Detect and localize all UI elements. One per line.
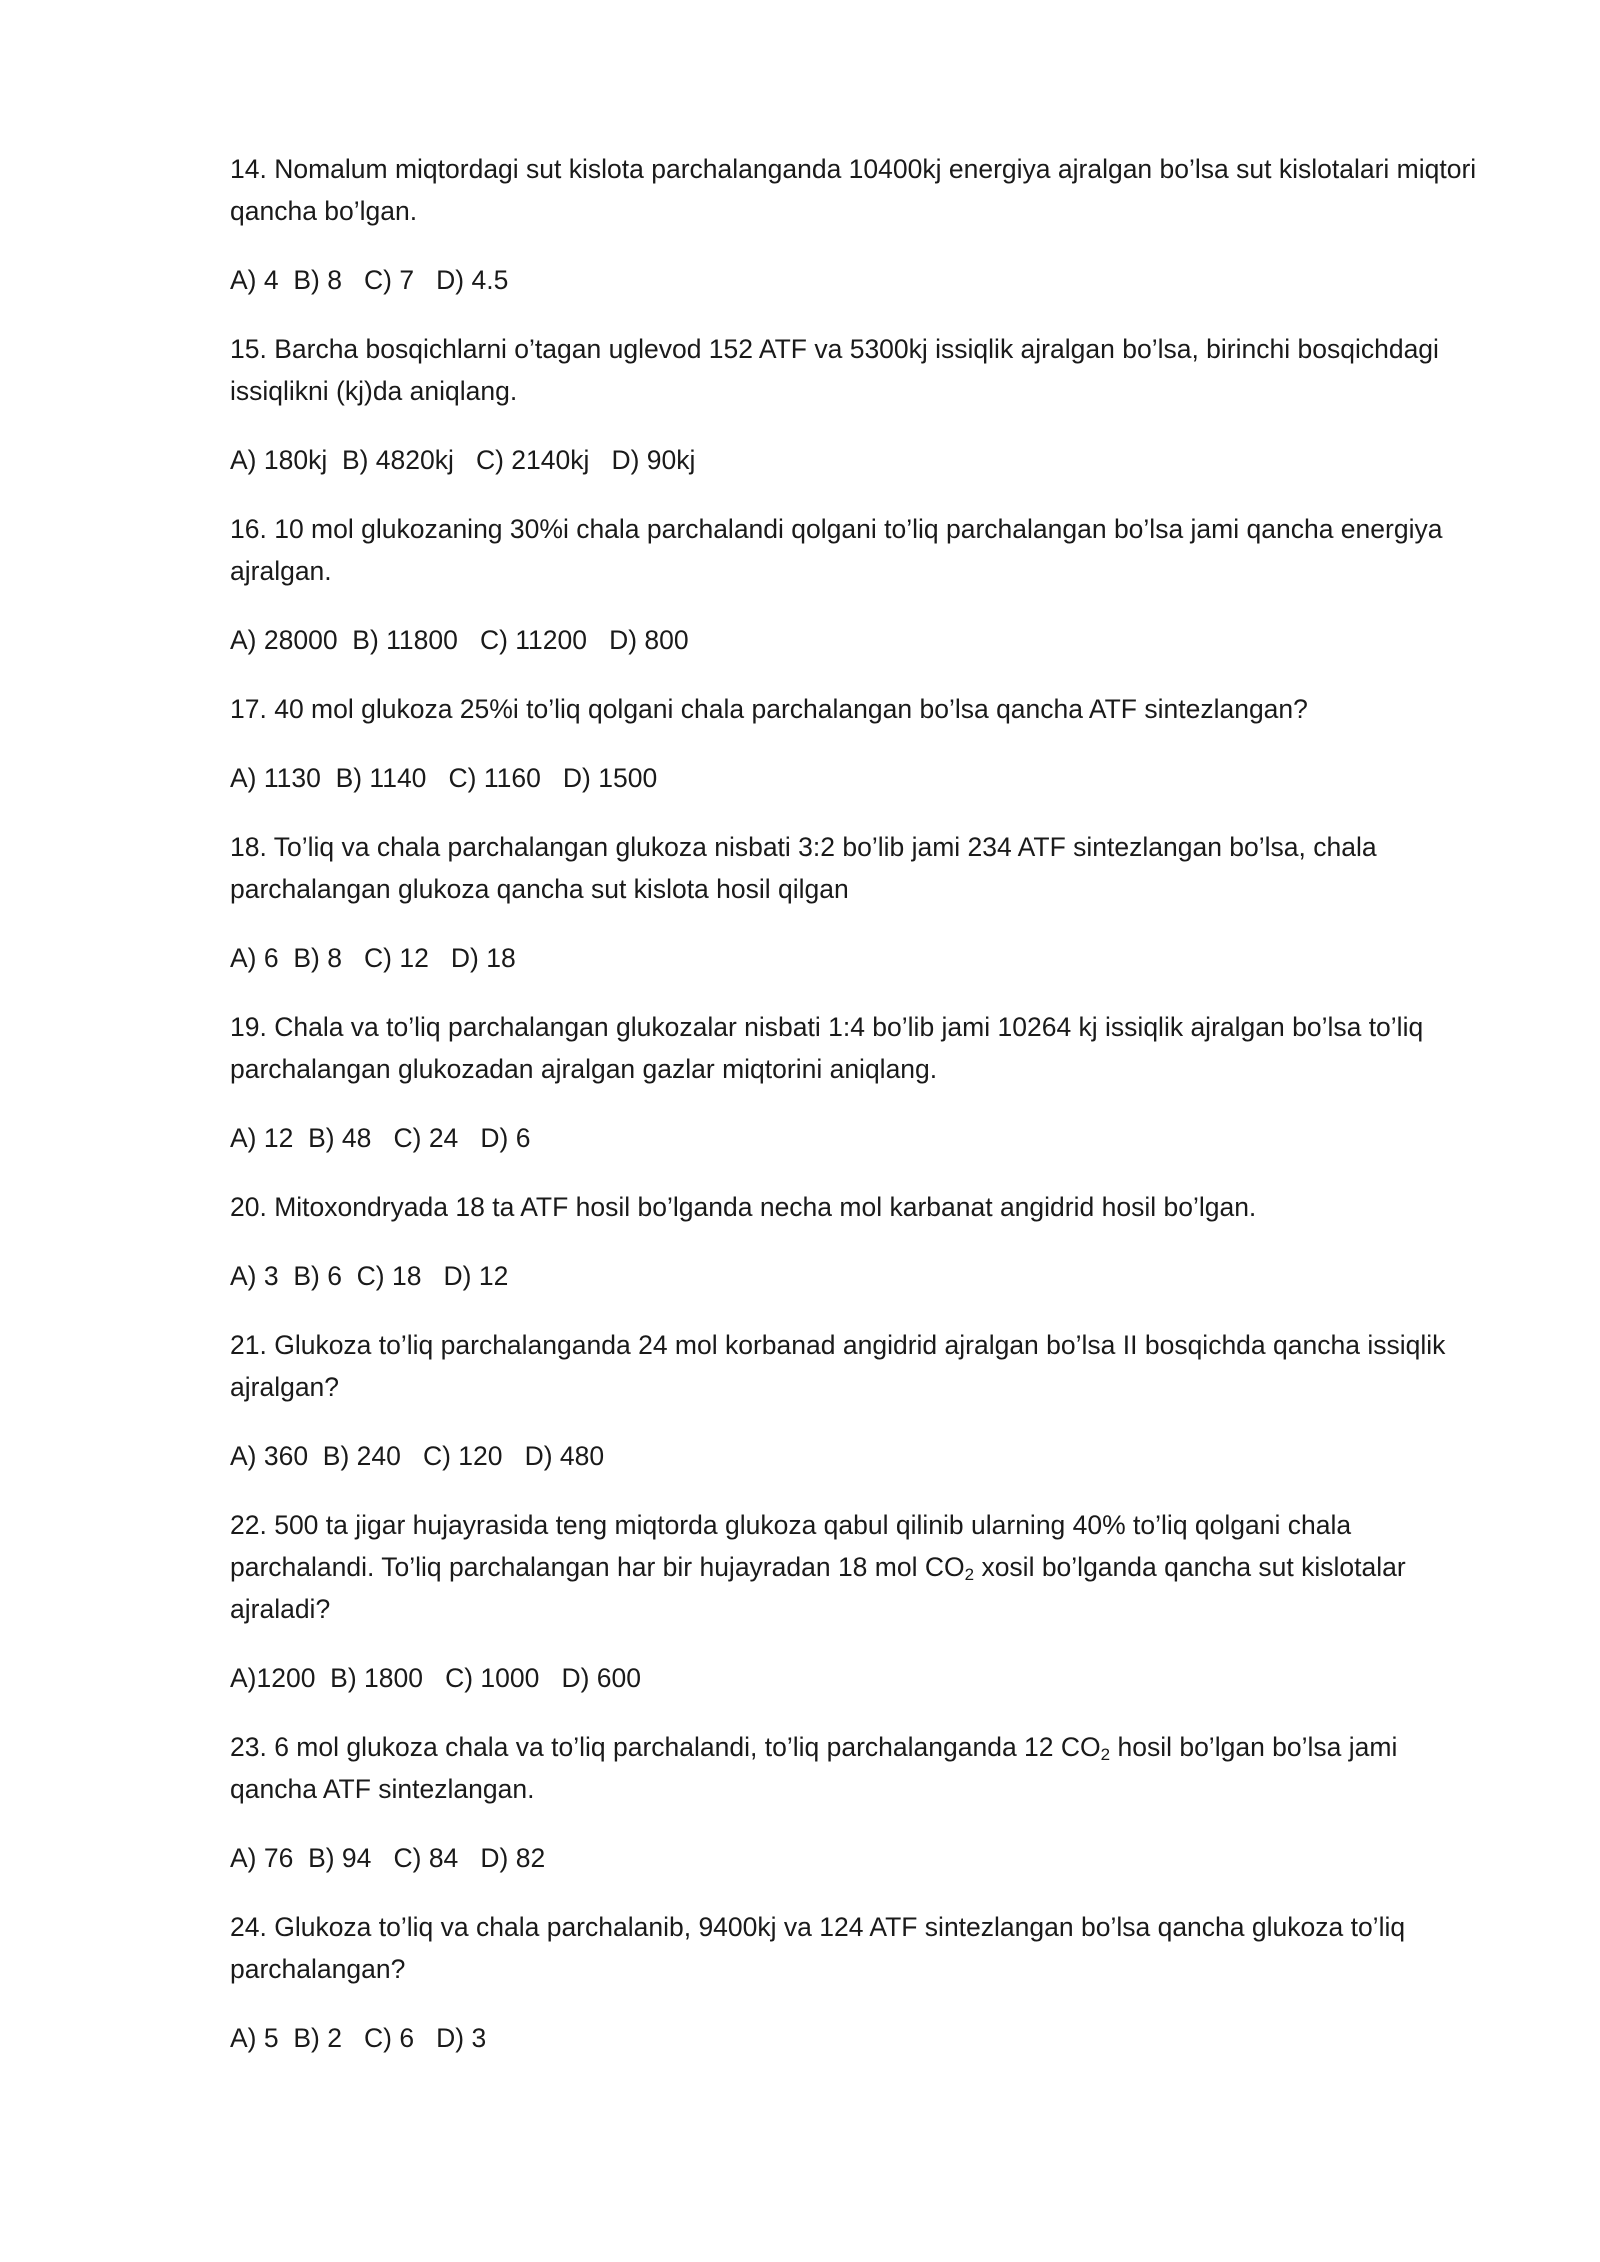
question-18: 18. To’liq va chala parchalangan glukoza nisbati 3:2 bo’lib jami 234 ATF sintezlangan bo’lsa, chala parchalangan glukoza qancha sut kislota hosil qilgan — [230, 832, 1377, 904]
question-21: 21. Glukoza to’liq parchalanganda 24 mol korbanad angidrid ajralgan bo’lsa II bosqichda qancha issiqlik ajralgan? — [230, 1330, 1446, 1402]
co2-subscript: 2 — [964, 1565, 975, 1584]
answer-options-18: A) 6 B) 8 C) 12 D) 18 — [230, 943, 516, 973]
question-24: 24. Glukoza to’liq va chala parchalanib, 9400kj va 124 ATF sintezlangan bo’lsa qancha glukoza to’liq parchalangan? — [230, 1912, 1406, 1984]
question-22-text-start: 22. 500 ta jigar hujayrasida teng miqtorda glukoza qabul qilinib ularning 40% to’liq qolgani chala parchalandi. To’liq parchalangan har bir hujayradan 18 mol CO — [230, 1510, 1352, 1582]
answer-options-19: A) 12 B) 48 C) 24 D) 6 — [230, 1123, 531, 1153]
question-17: 17. 40 mol glukoza 25%i to’liq qolgani chala parchalangan bo’lsa qancha ATF sintezlangan? — [230, 694, 1308, 724]
answer-options-14: A) 4 B) 8 C) 7 D) 4.5 — [230, 265, 509, 295]
answer-options-21: A) 360 B) 240 C) 120 D) 480 — [230, 1441, 605, 1471]
question-15: 15. Barcha bosqichlarni o’tagan uglevod 152 ATF va 5300kj issiqlik ajralgan bo’lsa, birinchi bosqichdagi issiqlikni (kj)da aniqlang. — [230, 334, 1439, 406]
answer-options-16: A) 28000 B) 11800 C) 11200 D) 800 — [230, 625, 689, 655]
question-22 — [230, 1504, 1480, 1630]
answer-options-23: A) 76 B) 94 C) 84 D) 82 — [230, 1843, 546, 1873]
question-23 — [230, 1726, 1480, 1810]
question-16: 16. 10 mol glukozaning 30%i chala parchalandi qolgani to’liq parchalangan bo’lsa jami qancha energiya ajralgan. — [230, 514, 1443, 586]
co2-subscript: 2 — [1100, 1745, 1111, 1764]
answer-options-20: A) 3 B) 6 C) 18 D) 12 — [230, 1261, 509, 1291]
answer-options-24: A) 5 B) 2 C) 6 D) 3 — [230, 2023, 487, 2053]
question-23-text-start: 23. 6 mol glukoza chala va to’liq parchalandi, to’liq parchalanganda 12 CO — [230, 1732, 1101, 1762]
question-20: 20. Mitoxondryada 18 ta ATF hosil bo’lganda necha mol karbanat angidrid hosil bo’lgan. — [230, 1192, 1257, 1222]
question-23-text-end: hosil bo’lgan bo’lsa jami qancha ATF sintezlangan. — [230, 1732, 1398, 1804]
answer-options-15: A) 180kj B) 4820kj C) 2140kj D) 90kj — [230, 445, 696, 475]
document-page — [230, 148, 1480, 2059]
question-19: 19. Chala va to’liq parchalangan glukozalar nisbati 1:4 bo’lib jami 10264 kj issiqlik ajralgan bo’lsa to’liq parchalangan glukozadan ajralgan gazlar miqtorini aniqlang. — [230, 1012, 1424, 1084]
answer-options-17: A) 1130 B) 1140 C) 1160 D) 1500 — [230, 763, 658, 793]
answer-options-22: A)1200 B) 1800 C) 1000 D) 600 — [230, 1663, 641, 1693]
question-14: 14. Nomalum miqtordagi sut kislota parchalanganda 10400kj energiya ajralgan bo’lsa sut kislotalari miqtori qancha bo’lgan. — [230, 154, 1477, 226]
question-22-text-end: xosil bo’lganda qancha sut kislotalar ajraladi? — [230, 1552, 1406, 1624]
